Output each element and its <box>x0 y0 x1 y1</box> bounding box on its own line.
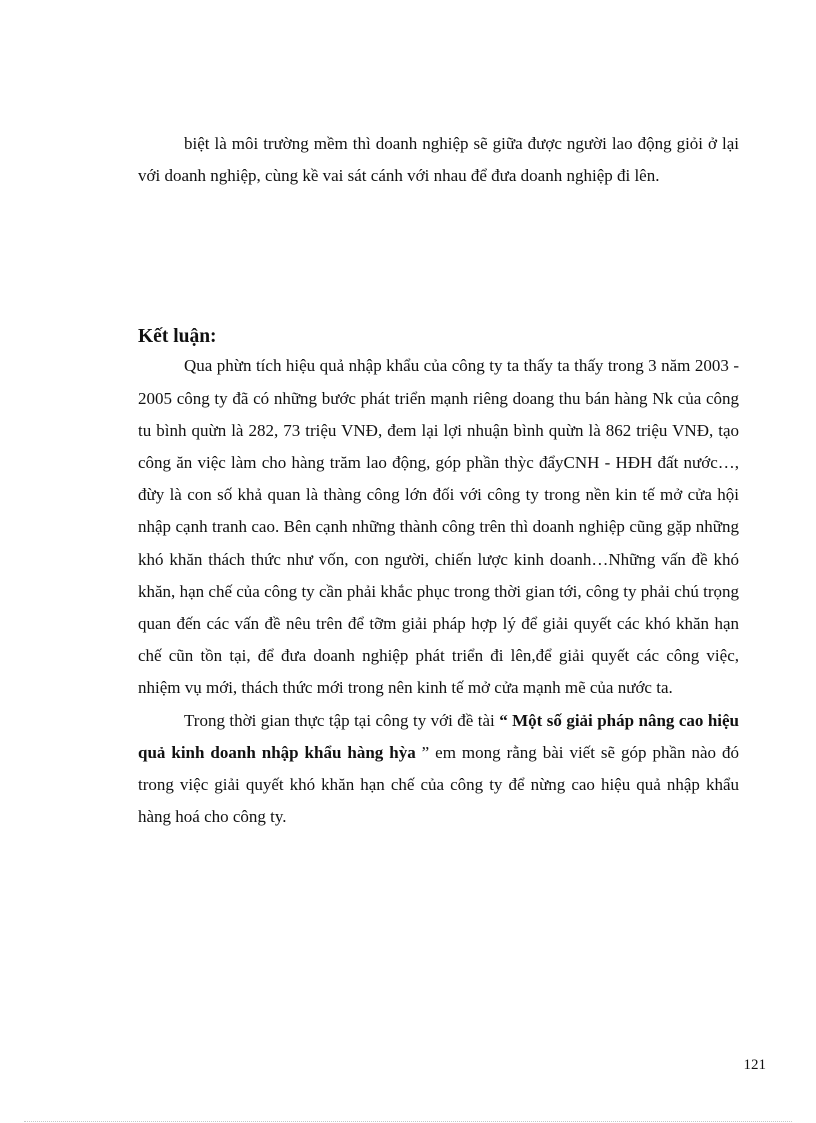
page-number: 121 <box>743 1057 766 1073</box>
page-content <box>138 128 739 833</box>
paragraph-2-tail: ” em mong rằng bài viết sẽ góp phần nào đó trong việc giải quyết khó khăn hạn chế của công ty để nừng cao hiệu quả nhập khẩu hàng hoá cho công ty. <box>138 742 739 827</box>
section-heading: Kết luận: <box>138 326 217 348</box>
continuation-paragraph: biệt là môi trường mềm thì doanh nghiệp sẽ giữa được người lao động giỏi ở lại với doanh nghiệp, cùng kề vai sát cánh với nhau để đưa doanh nghiệp đi lên. <box>138 134 739 186</box>
conclusion-paragraph-1: Qua phừn tích hiệu quả nhập khẩu của công ty ta thấy ta thấy trong 3 năm 2003 - 2005 công ty đã có những bước phát triển mạnh riêng doang thu bán hàng Nk của công tu bình quừn là 282, 73 triệu VNĐ, đem lại lợi nhuận bình quừn là 862 triệu VNĐ, tạo công ăn việc làm cho hàng trăm lao động, góp phần thỳc đẩyCNH - HĐH đất nước…, đừy là con số khả quan là thàng công lớn đối với công ty trong nền kin tế mở cửa hội nhập cạnh tranh cao. Bên cạnh những thành công trên thì doanh nghiệp cũng gặp những khó khăn thách thức như vốn, con người, chiến lược kinh doanh…Những vấn đề khó khăn, hạn chế của công ty cần phải khắc phục trong thời gian tới, công ty phải chú trọng quan đến các vấn đề nêu trên để tỡm giải pháp hợp lý để giải quyết các khó khăn hạn chế cũn tồn tại, để đưa doanh nghiệp phát triển đi lên,để giải quyết các công việc, nhiệm vụ mới, thách thức mới trong nên kinh tế mở cửa mạnh mẽ của nước ta. <box>138 356 739 698</box>
conclusion-paragraph-2 <box>138 705 739 834</box>
thesis-title: “ Một số giải pháp nâng cao hiệu quả kinh doanh nhập khẩu hàng hỳa <box>138 710 740 762</box>
paragraph-2-lead: Trong thời gian thực tập tại công ty với đề tài <box>184 710 500 730</box>
page-bottom-divider <box>24 1121 792 1122</box>
